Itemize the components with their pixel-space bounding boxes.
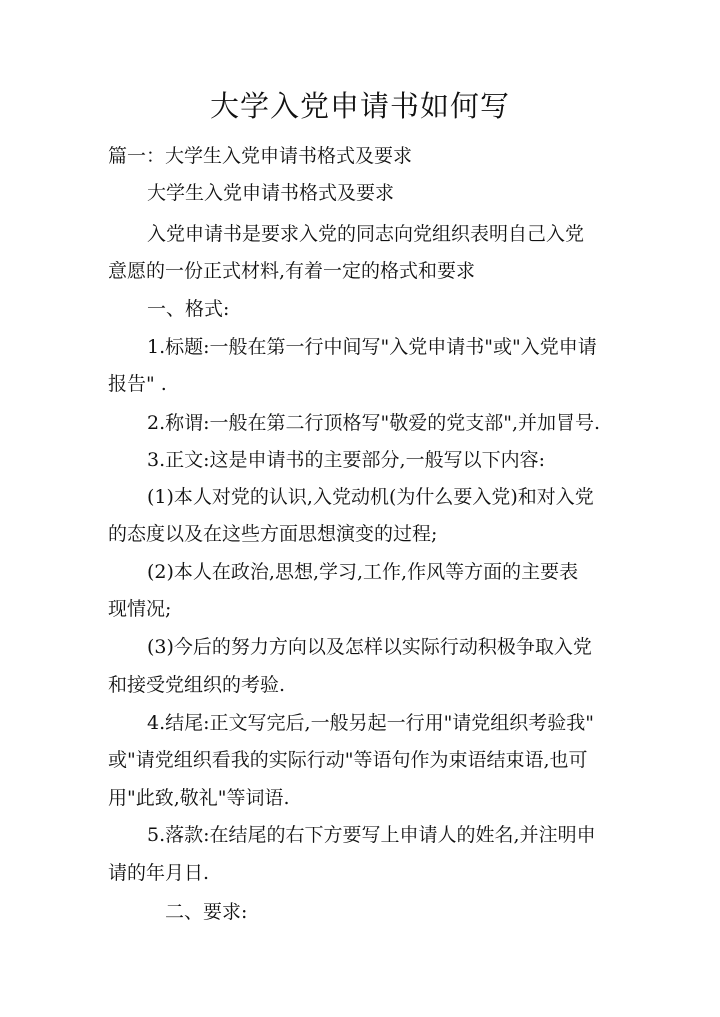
paragraph-line: 入党申请书是要求入党的同志向党组织表明自己入党 bbox=[147, 223, 585, 245]
paragraph-line: 意愿的一份正式材料,有着一定的格式和要求 bbox=[108, 260, 476, 282]
paragraph-line: 用"此致,敬礼"等词语. bbox=[108, 787, 290, 809]
paragraph-line: (3)今后的努力方向以及怎样以实际行动积极争取入党 bbox=[147, 636, 592, 658]
paragraph-line: 请的年月日. bbox=[108, 862, 210, 884]
paragraph-line: 和接受党组织的考验. bbox=[108, 674, 286, 696]
subheading: 大学生入党申请书格式及要求 bbox=[147, 182, 395, 204]
paragraph-line: 的态度以及在这些方面思想演变的过程; bbox=[108, 523, 438, 545]
paragraph-line: 5.落款:在结尾的右下方要写上申请人的姓名,并注明申 bbox=[147, 824, 596, 846]
paragraph-line: (1)本人对党的认识,入党动机(为什么要入党)和对入党 bbox=[147, 486, 594, 508]
section-heading: 篇一：大学生入党申请书格式及要求 bbox=[108, 145, 413, 167]
paragraph-line: 3.正文:这是申请书的主要部分,一般写以下内容: bbox=[147, 449, 545, 471]
list-heading: 二、要求: bbox=[165, 901, 248, 923]
paragraph-line: 2.称谓:一般在第二行顶格写"敬爱的党支部",并加冒号. bbox=[147, 412, 601, 434]
paragraph-line: 1.标题:一般在第一行中间写"入党申请书"或"入党申请 bbox=[147, 336, 597, 358]
paragraph-line: 4.结尾:正文写完后,一般另起一行用"请党组织考验我" bbox=[147, 712, 595, 734]
list-heading: 一、格式: bbox=[147, 298, 230, 320]
paragraph-line: 现情况; bbox=[108, 598, 172, 620]
paragraph-line: 或"请党组织看我的实际行动"等语句作为束语结束语,也可 bbox=[108, 749, 588, 771]
paragraph-line: (2)本人在政治,思想,学习,工作,作风等方面的主要表 bbox=[147, 561, 579, 583]
document-title: 大学入党申请书如何写 bbox=[209, 89, 510, 123]
paragraph-line: 报告" . bbox=[108, 373, 167, 395]
